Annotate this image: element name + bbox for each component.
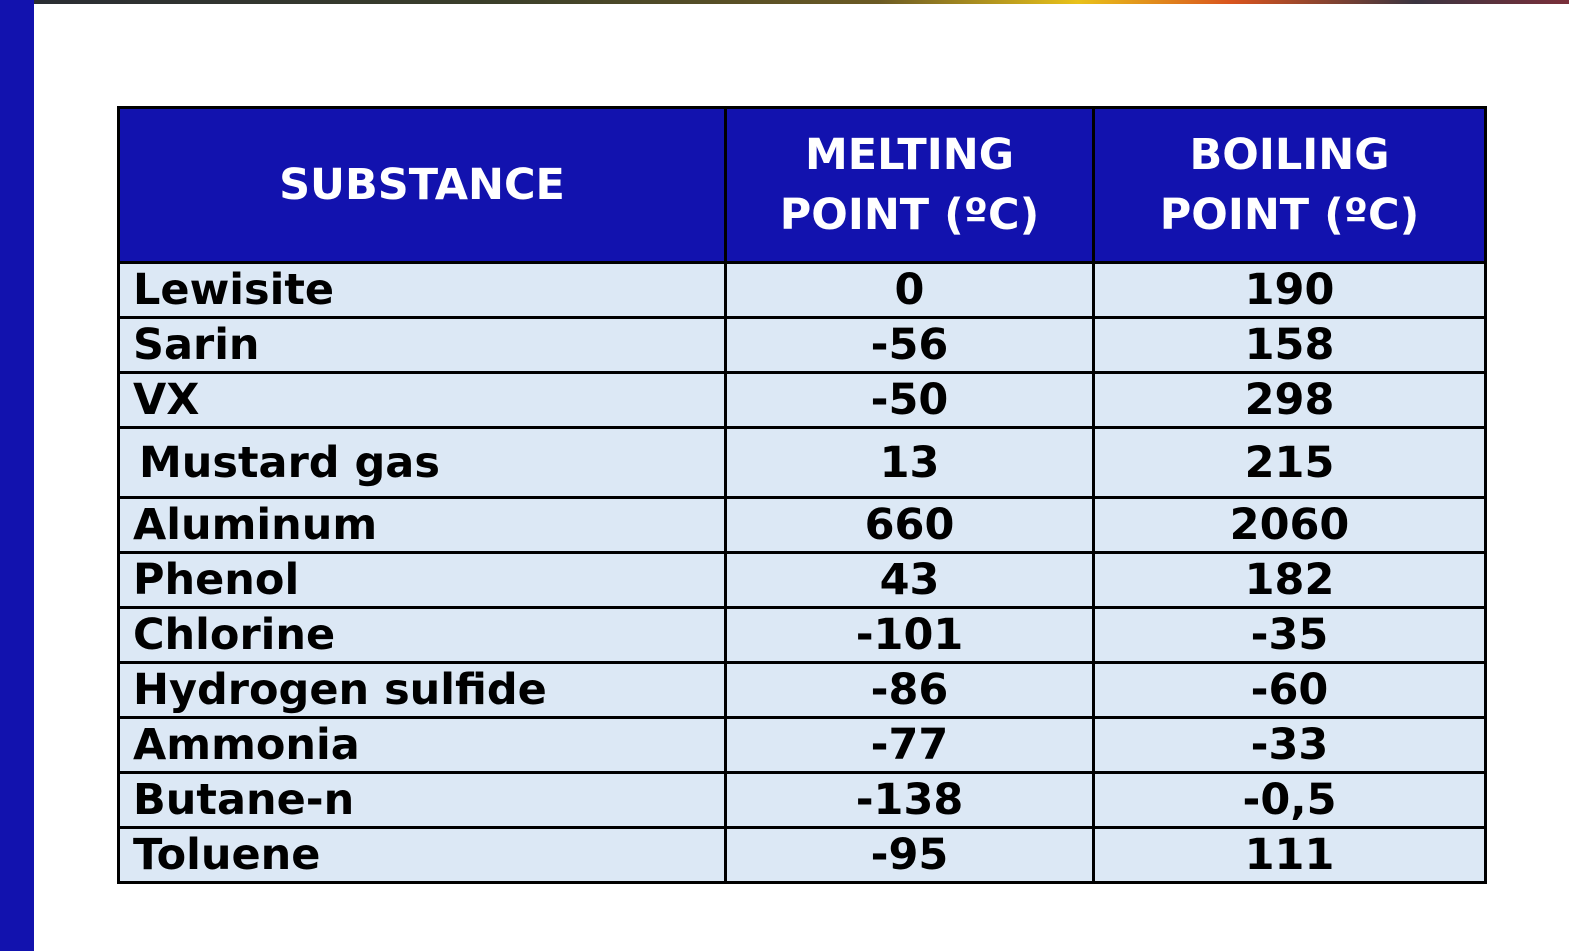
boiling-point-cell: 2060	[1094, 498, 1486, 553]
top-image-strip	[34, 0, 1569, 4]
table-row	[119, 373, 1486, 428]
substance-cell: Aluminum	[119, 498, 726, 553]
substance-cell: Mustard gas	[119, 428, 726, 498]
melting-point-cell: -50	[726, 373, 1094, 428]
table-row	[119, 318, 1486, 373]
substance-cell: Lewisite	[119, 263, 726, 318]
table-row	[119, 498, 1486, 553]
table-row	[119, 553, 1486, 608]
melting-point-cell: 0	[726, 263, 1094, 318]
header-row	[119, 108, 1486, 263]
table-row	[119, 828, 1486, 883]
melting-point-cell: -101	[726, 608, 1094, 663]
boiling-point-cell: -60	[1094, 663, 1486, 718]
boiling-point-cell: 215	[1094, 428, 1486, 498]
header-melting-point: MELTING POINT (ºC)	[726, 108, 1094, 263]
boiling-point-cell: -0,5	[1094, 773, 1486, 828]
substance-cell: VX	[119, 373, 726, 428]
boiling-point-cell: 158	[1094, 318, 1486, 373]
substance-properties-table	[117, 106, 1487, 884]
header-boiling-point: BOILING POINT (ºC)	[1094, 108, 1486, 263]
substance-cell: Hydrogen sulfide	[119, 663, 726, 718]
boiling-point-cell: 298	[1094, 373, 1486, 428]
boiling-point-cell: -33	[1094, 718, 1486, 773]
melting-point-cell: -56	[726, 318, 1094, 373]
boiling-point-cell: 111	[1094, 828, 1486, 883]
boiling-point-cell: 182	[1094, 553, 1486, 608]
boiling-point-cell: -35	[1094, 608, 1486, 663]
table-row	[119, 263, 1486, 318]
melting-point-cell: 43	[726, 553, 1094, 608]
substance-cell: Toluene	[119, 828, 726, 883]
melting-point-cell: -77	[726, 718, 1094, 773]
melting-point-cell: -138	[726, 773, 1094, 828]
table-row	[119, 718, 1486, 773]
header-substance: SUBSTANCE	[119, 108, 726, 263]
substance-cell: Chlorine	[119, 608, 726, 663]
melting-point-cell: -95	[726, 828, 1094, 883]
table-row	[119, 663, 1486, 718]
melting-point-cell: -86	[726, 663, 1094, 718]
substance-cell: Phenol	[119, 553, 726, 608]
substance-cell: Sarin	[119, 318, 726, 373]
boiling-point-cell: 190	[1094, 263, 1486, 318]
table-row	[119, 773, 1486, 828]
melting-point-cell: 13	[726, 428, 1094, 498]
melting-point-cell: 660	[726, 498, 1094, 553]
table-row	[119, 428, 1486, 498]
substance-cell: Ammonia	[119, 718, 726, 773]
left-accent-bar	[0, 0, 34, 951]
substance-cell: Butane-n	[119, 773, 726, 828]
table-row	[119, 608, 1486, 663]
